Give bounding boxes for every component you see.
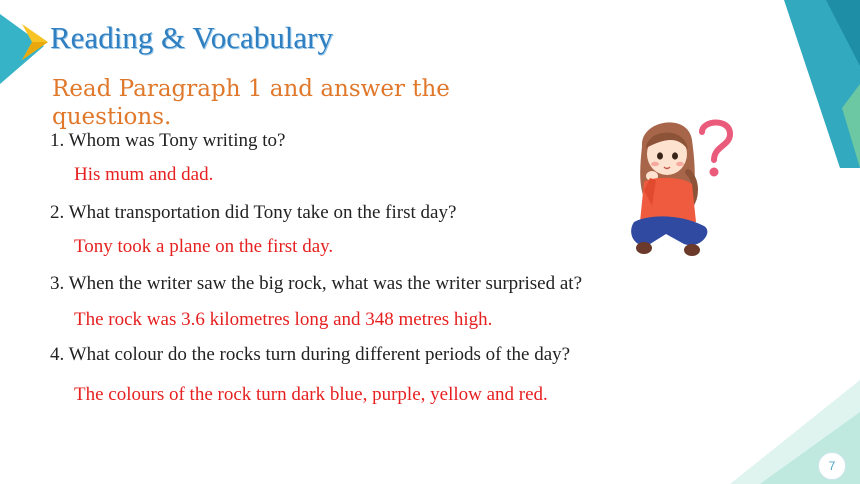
page-number: 7	[818, 452, 846, 480]
answer-2: Tony took a plane on the first day.	[74, 236, 334, 257]
question-4: 4. What colour do the rocks turn during different periods of the day?	[50, 344, 571, 365]
question-2: 2. What transportation did Tony take on the first day?	[50, 202, 457, 223]
question-mark-icon	[694, 116, 738, 182]
page-title: Reading & Vocabulary	[50, 20, 333, 55]
instruction-subtitle: Read Paragraph 1 and answer the questions.	[52, 76, 450, 130]
answer-3: The rock was 3.6 kilometres long and 348 metres high.	[74, 309, 493, 330]
top-right-decoration	[780, 0, 860, 180]
question-1: 1. Whom was Tony writing to?	[50, 130, 286, 151]
yellow-arrow-icon	[20, 22, 50, 62]
answer-4: The colours of the rock turn dark blue, purple, yellow and red.	[74, 384, 548, 405]
answer-1: His mum and dad.	[74, 164, 214, 185]
question-3: 3. When the writer saw the big rock, what was the writer surprised at?	[50, 273, 583, 294]
